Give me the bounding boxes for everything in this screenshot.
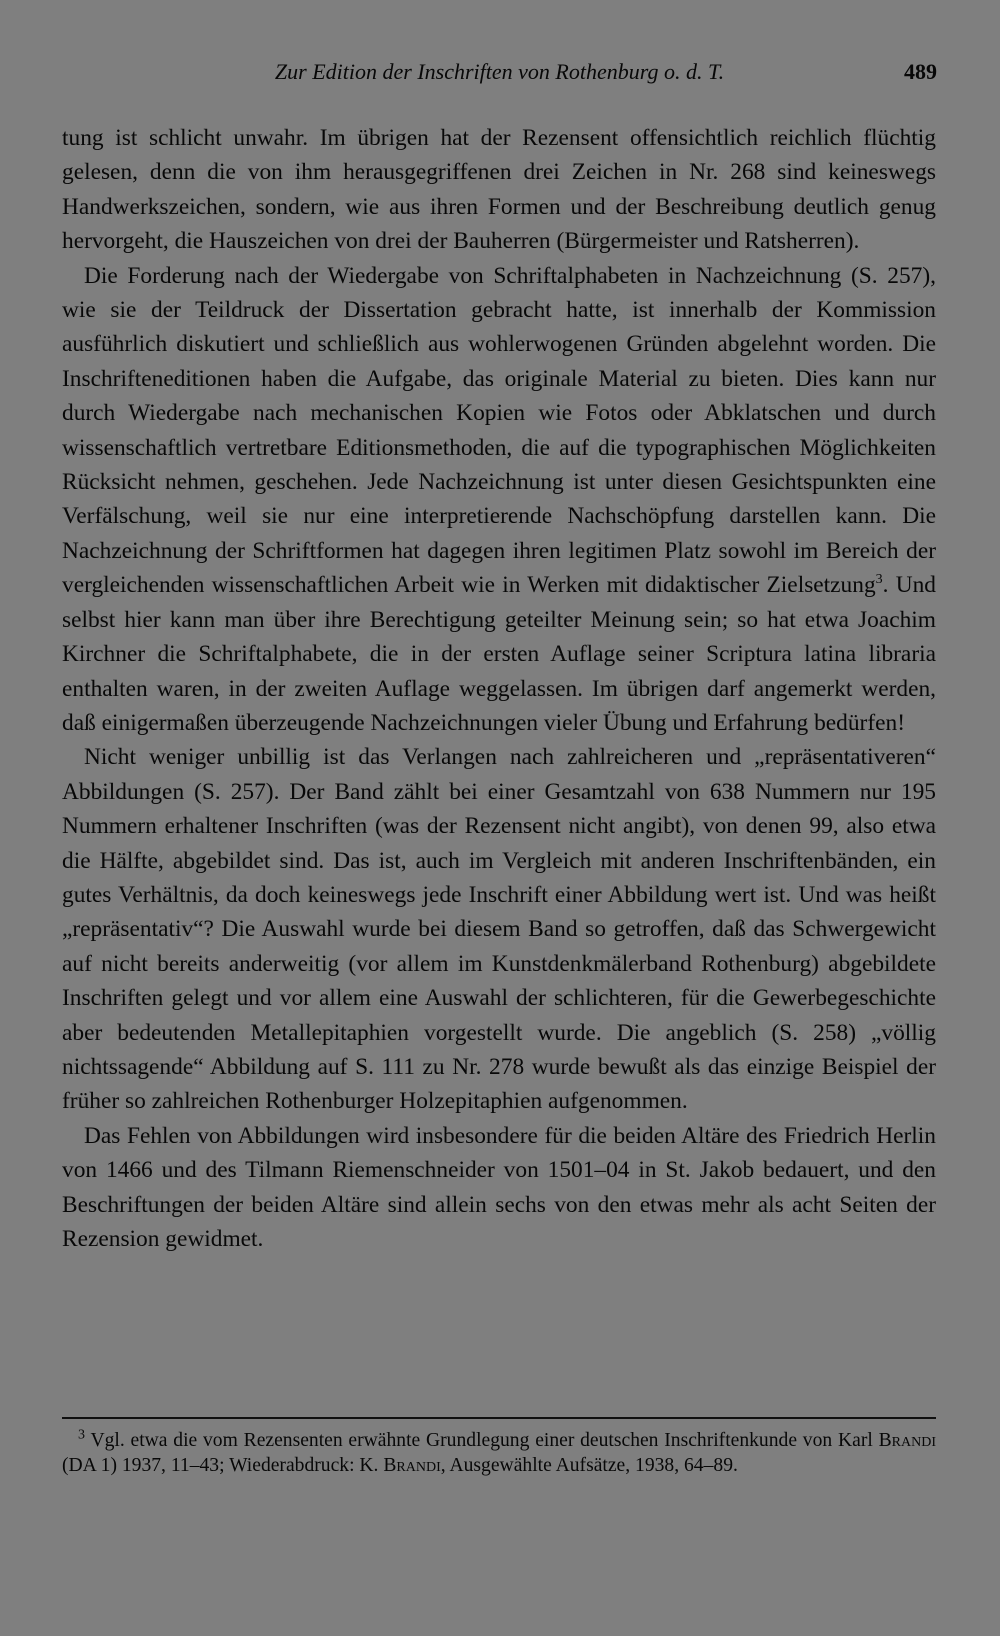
paragraph-text-continued: . Und selbst hier kann man über ihre Berechtigung geteilter Meinung sein; so hat etwa Joachim Kirchner die Schriftalphabete, die in der ersten Auflage seiner Scriptura latina libraria enthalten waren, in der zweiten Auflage weggelassen. Im übrigen darf angemerkt werden, daß einigermaßen überzeugende Nachzeichnungen vieler Übung und Erfahrung bedürfen! [62,572,936,736]
paragraph-text: Das Fehlen von Abbildungen wird insbesondere für die beiden Altäre des Friedrich Herlin von 1466 und des Tilmann Riemenschneider von 1501–04 in St. Jakob bedauert, und den Beschriftungen der beiden Altäre sind allein sechs von den etwas mehr als acht Seiten der Rezension gewidmet. [62,1122,936,1252]
footnote-text: (DA 1) 1937, 11–43; Wiederabdruck: K. [62,1455,384,1476]
paragraph-text: Die Forderung nach der Wiedergabe von Schriftalphabeten in Nachzeichnung (S. 257), wie sie der Teildruck der Dissertation gebracht hatte, ist innerhalb der Kommission ausführlich diskutiert und schließlich aus wohlerwogenen Gründen abgelehnt worden. Die Inschrifteneditionen haben die Aufgabe, das originale Material zu bieten. Dies kann nur durch Wiedergabe nach mechanischen Kopien wie Fotos oder Abklatschen und durch wissenschaftlich vertretbare Editionsmethoden, die auf die typographischen Möglichkeiten Rücksicht nehmen, geschehen. Jede Nachzeichnung ist unter diesen Gesichtspunkten eine Verfälschung, weil sie nur eine interpretierende Nachschöpfung darstellen kann. Die Nachzeichnung der Schriftformen hat dagegen ihren legitimen Platz sowohl im Bereich der vergleichenden wissenschaftlichen Arbeit wie in Werken mit didaktischer Zielsetzung [62,262,936,599]
paragraph-text: tung ist schlicht unwahr. Im übrigen hat der Rezensent offensichtlich reichlich flüchtig gelesen, denn die von ihm herausgegriffenen drei Zeichen in Nr. 268 sind keineswegs Handwerkszeichen, sondern, wie aus ihren Formen und der Beschreibung deutlich genug hervorgeht, die Hauszeichen von drei der Bauherren (Bürgermeister und Ratsherren). [62,125,936,255]
footnote-text: , Ausgewählte Aufsätze, 1938, 64–89. [440,1455,738,1476]
footnotes [62,1428,936,1478]
footnote-author: Brandi [383,1455,441,1476]
running-head [62,56,937,88]
paragraph-text: Nicht weniger unbillig ist das Verlangen nach zahlreicheren und „repräsentativeren“ Abbildungen (S. 257). Der Band zählt bei einer Gesamtzahl von 638 Nummern nur 195 Nummern erhaltener Inschriften (was der Rezensent nicht angibt), von denen 99, also etwa die Hälfte, abgebildet sind. Das ist, auch im Vergleich mit anderen Inschriftenbänden, ein gutes Verhältnis, da doch keineswegs jede Inschrift einer Abbildung wert ist. Und was heißt „repräsentativ“? Die Auswahl wurde bei diesem Band so getroffen, daß das Schwergewicht auf nicht bereits anderweitig (vor allem im Kunstdenkmälerband Rothenburg) abgebildete Inschriften gelegt und vor allem eine Auswahl der schlichteren, für die Gewerbegeschichte aber bedeutenden Metallepitaphien vorgestellt wurde. Die angeblich (S. 258) „völlig nichtssagende“ Abbildung auf S. 111 zu Nr. 278 wurde bewußt als das einzige Beispiel der früher so zahlreichen Rothenburger Holzepitaphien aufgenommen. [62,744,936,1115]
footnote-number: 3 [78,1427,85,1443]
footnote-author: Brandi [878,1430,936,1451]
page-number: 489 [904,59,937,84]
footnote-text: Vgl. etwa die vom Rezensenten erwähnte Grundlegung einer deutschen Inschriftenkunde von Karl [90,1430,879,1451]
footnote-reference[interactable]: 3 [875,572,883,588]
footnote-separator [62,1417,936,1419]
body-text [62,121,936,1256]
paragraph-1 [62,121,936,259]
paragraph-2 [62,259,936,741]
footnote-3 [62,1428,936,1478]
paragraph-3 [62,740,936,1118]
running-title: Zur Edition der Inschriften von Rothenburg o. d. T. [274,59,725,84]
paragraph-4 [62,1119,936,1257]
